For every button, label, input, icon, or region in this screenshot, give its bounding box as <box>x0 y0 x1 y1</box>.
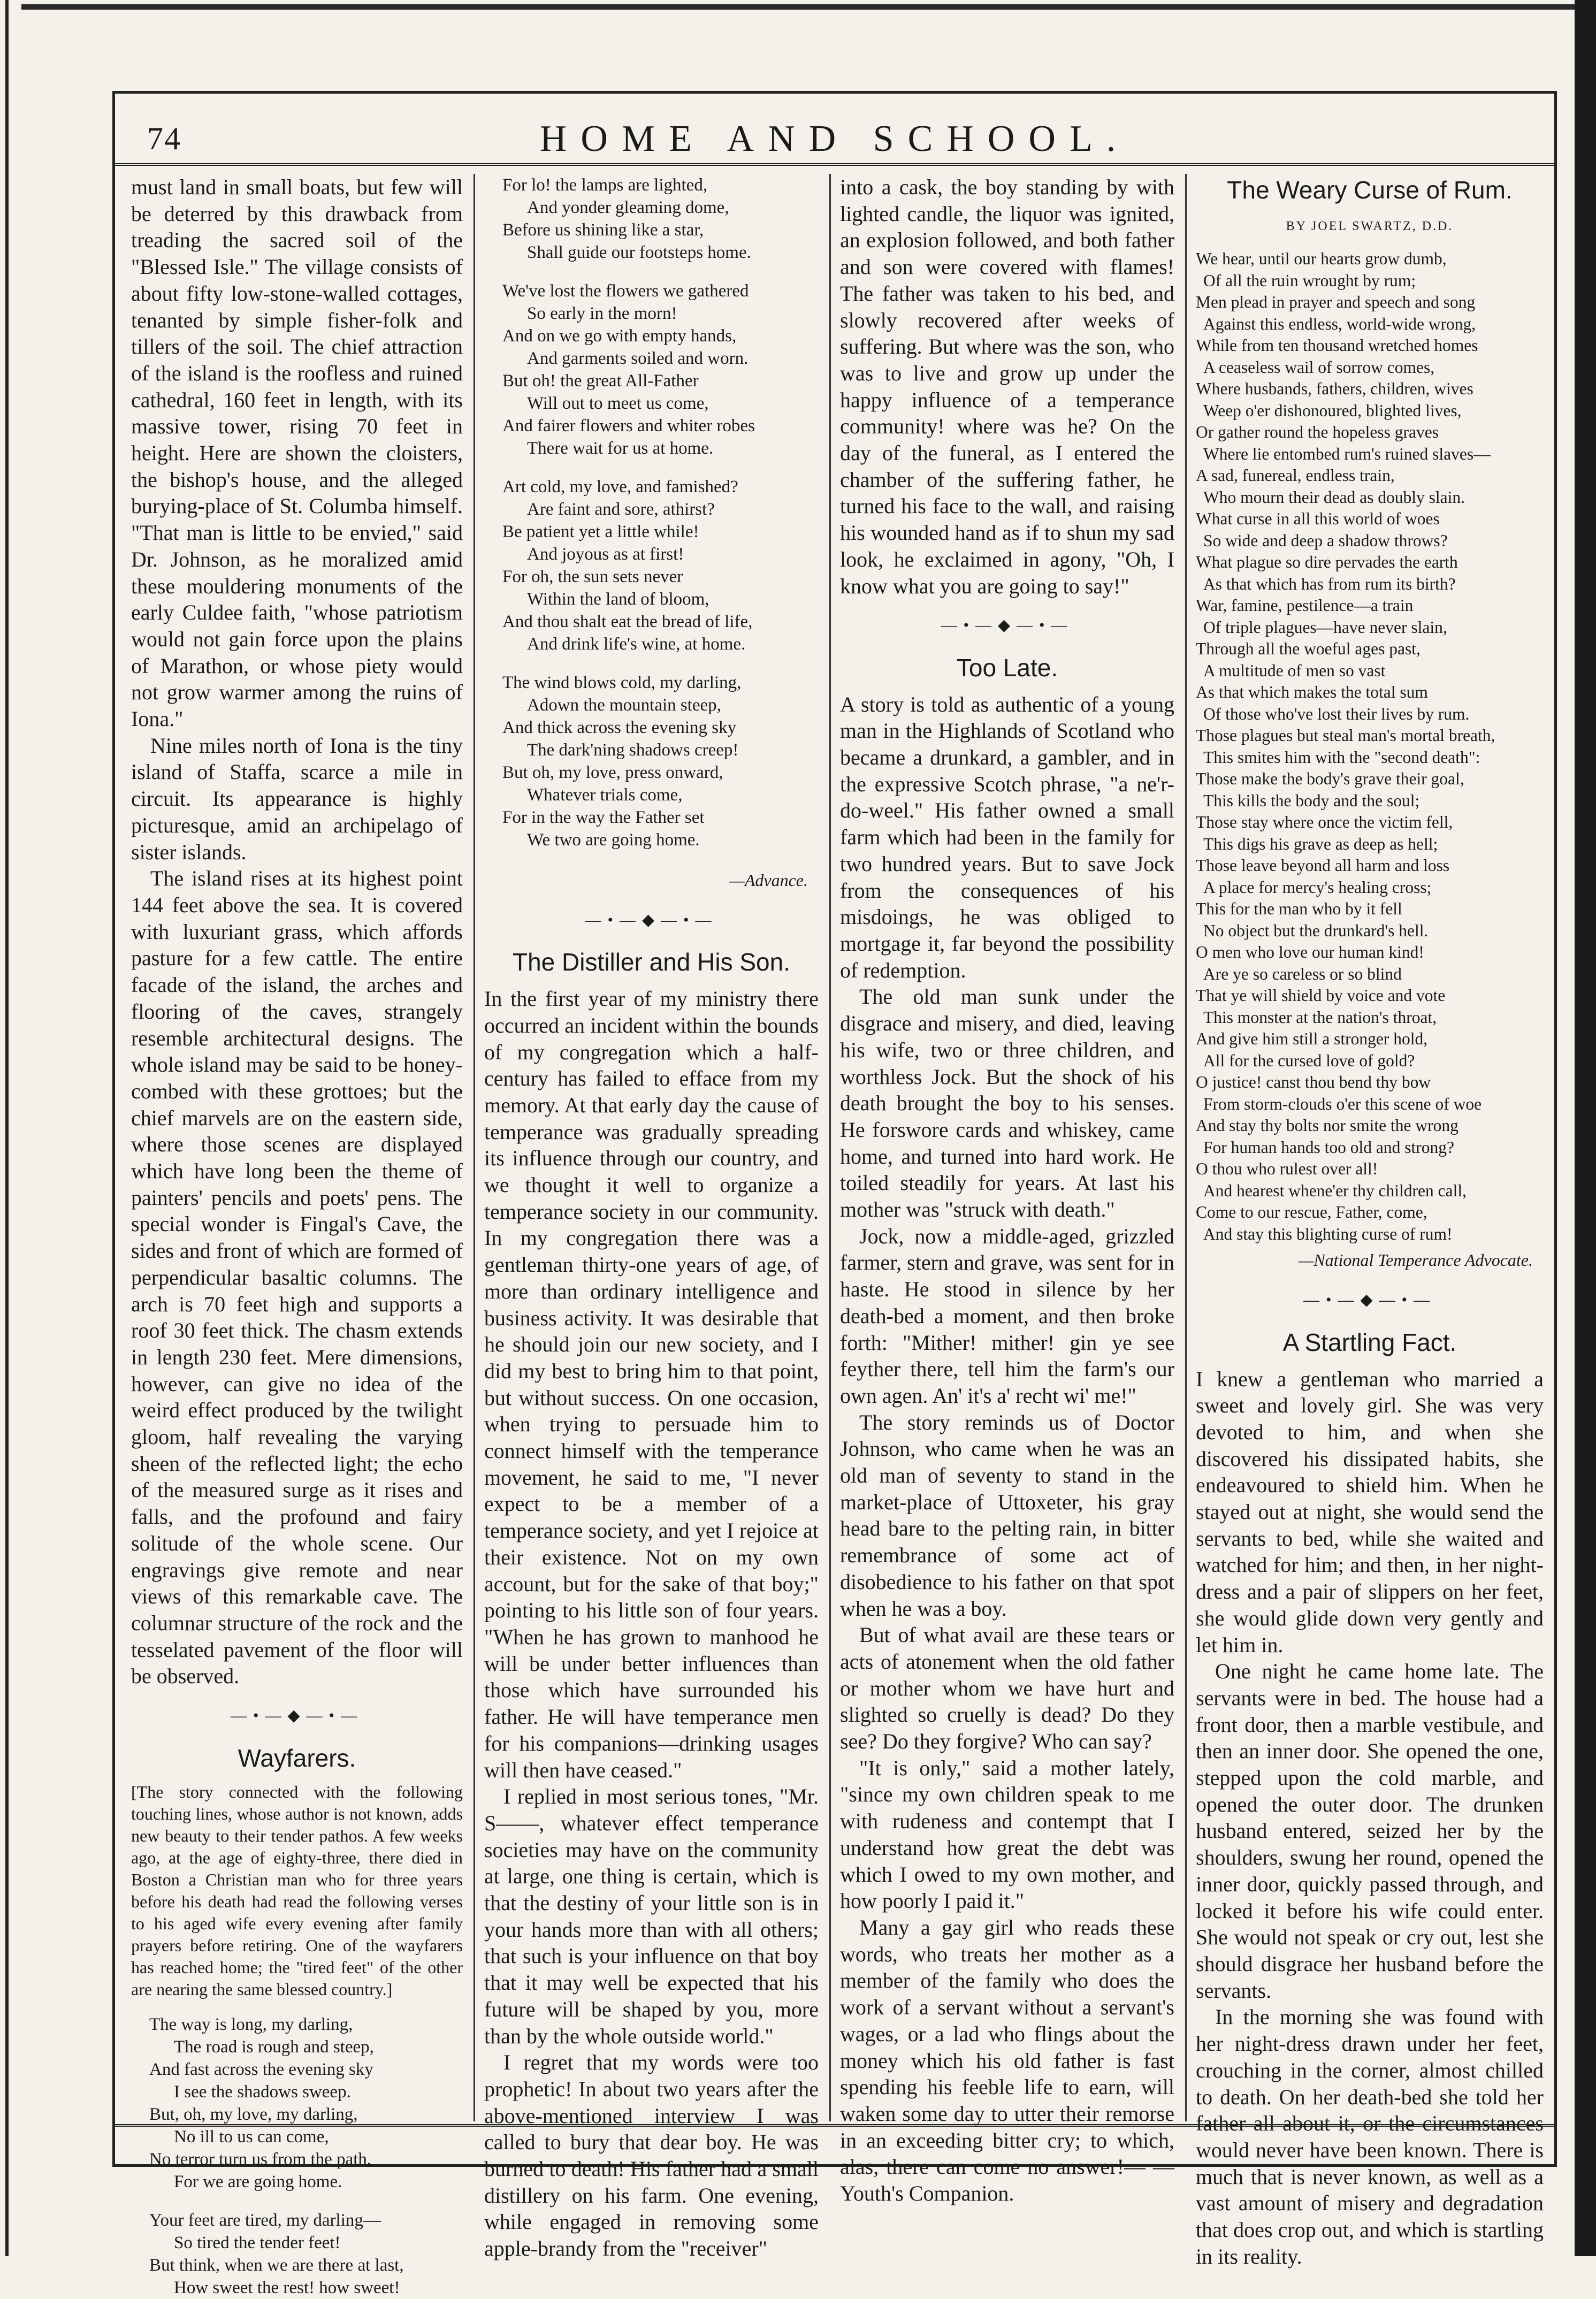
paragraph: I replied in most serious tones, "Mr. S——, whatever effect temperance societies may have on the community at large, one thing is certain, which is that the destiny of your little son is in your hands more than with all others; that such is your influence on that boy that it may well be expected that his future will be shaped by you, more than by the whole outside world." <box>484 1784 819 2048</box>
poem-stanza <box>484 476 819 655</box>
poem-line: War, famine, pestilence—a train <box>1196 596 1414 615</box>
poem-line: That ye will shield by voice and vote <box>1196 986 1446 1005</box>
poem-line: And on we go with empty hands, <box>502 326 737 346</box>
poem-line: And thick across the evening sky <box>502 718 737 737</box>
section-ornament: —•—◆—•— <box>230 1707 364 1725</box>
poem-line: For oh, the sun sets never <box>502 567 683 586</box>
poem-line: Art cold, my love, and famished? <box>502 477 738 497</box>
poem-stanza <box>131 2013 463 2193</box>
running-title: HOME AND SCHOOL. <box>539 118 1130 159</box>
paragraph: The old man sunk under the disgrace and misery, and died, leaving his wife, two or three children, and worthless Jock. But the shock of his death brought the boy to his senses. He forswore cards and whiskey, came home, and turned into hard work. He toiled steadily for years. At last his mother was "struck with death." <box>840 984 1174 1222</box>
poem-line: This kills the body and the soul; <box>1203 791 1420 810</box>
poem-line: The wind blows cold, my darling, <box>502 673 742 692</box>
poem-line: Those make the body's grave their goal, <box>1196 769 1464 789</box>
poem-line: The dark'ning shadows creep! <box>527 740 739 760</box>
poem-line: I see the shadows sweep. <box>174 2082 351 2102</box>
poem-line: Adown the mountain steep, <box>527 696 721 715</box>
paragraph: Jock, now a middle-aged, grizzled farmer, stern and grave, was sent for in haste. He stood in silence by her death-bed a moment, and then broke forth: "Mither! mither! gin ye see feyther there, tell him the farm's our own agen. An' it's a' recht wi' me!" <box>840 1224 1174 1408</box>
poem-attribution: —Advance. <box>729 870 808 890</box>
article-title-too-late: Too Late. <box>956 653 1058 682</box>
poem-line: We hear, until our hearts grow dumb, <box>1196 249 1447 269</box>
poem-line: Men plead in prayer and speech and song <box>1196 293 1476 312</box>
poem-line: A ceaseless wail of sorrow comes, <box>1203 357 1435 377</box>
poem-line: For lo! the lamps are lighted, <box>502 175 708 195</box>
poem-line: Where lie entombed rum's ruined slaves— <box>1203 444 1491 463</box>
poem-line: But, oh, my love, my darling, <box>149 2105 358 2125</box>
poem-line: Where husbands, fathers, children, wives <box>1196 379 1473 399</box>
poem-line: All for the cursed love of gold? <box>1203 1051 1415 1070</box>
column-rule <box>829 174 831 2121</box>
paragraph: But of what avail are these tears or acts of atonement when the old father or mother whom we have hurt and slighted so cruelly is dead? Do they see? Do they forgive? Who can say? <box>840 1623 1174 1754</box>
poem-line: And fairer flowers and whiter robes <box>502 416 755 436</box>
column-2 <box>484 174 819 2261</box>
scan-edge-left <box>5 0 9 2256</box>
poem-stanza <box>484 280 819 460</box>
paragraph: In the first year of my ministry there occurred an incident within the bounds of my congregation which a half-century has failed to efface from my memory. At that early day the cause of temperance was gradually spreading its influence through our country, and we thought it well to organize a temperance society in our community. In my congregation there was a gentleman thirty-one years of age, of more than ordinary intelligence and business activity. It was desirable that he should join our new society, and I did my best to bring him to that point, but without success. On one occasion, when trying to persuade him to connect himself with the temperance movement, he said to me, "I never expect to be a member of a temperance society, and yet I rejoice at their existence. Not on my own account, but for the sake of that boy;" pointing to his little son of four years. "When he has grown to manhood he will be under better influences than those which have surrounded his father. He will have temperance men for his companions—drinking usages will then have ceased." <box>484 987 819 1782</box>
poem-line: Those leave beyond all harm and loss <box>1196 856 1450 875</box>
poem-line: And yonder gleaming dome, <box>527 198 729 217</box>
poem-line: Or gather round the hopeless graves <box>1196 423 1439 442</box>
poem-line: A multitude of men so vast <box>1203 661 1386 680</box>
poem-line: How sweet the rest! how sweet! <box>174 2278 400 2298</box>
poem-line: So early in the morn! <box>527 304 677 323</box>
poem-line: The road is rough and steep, <box>174 2037 374 2057</box>
poem-line: And garments soiled and worn. <box>527 349 749 368</box>
paragraph: One night he came home late. The servants were in bed. The house had a front door, then a marble vestibule, and then an inner door. She opened the one, stepped upon the cold marble, and opened the outer door. The drunken husband entered, seized her by the shoulders, swung her round, opened the inner door, quickly passed through, and locked it before his wife could enter. She would not speak or cry out, lest she should disgrace her husband before the servants. <box>1196 1659 1544 2003</box>
poem-line: But oh, my love, press onward, <box>502 763 723 782</box>
byline: BY JOEL SWARTZ, D.D. <box>1286 219 1454 233</box>
article-title-wayfarers: Wayfarers. <box>238 1744 356 1772</box>
newspaper-page <box>112 91 1557 2298</box>
page-header <box>115 94 1554 166</box>
column-4 <box>1196 174 1544 2269</box>
poem-line: From storm-clouds o'er this scene of woe <box>1203 1094 1482 1113</box>
paragraph: The island rises at its highest point 144 feet above the sea. It is covered with luxuriant grass, which affords pasture for a few cattle. The entire facade of the island, the arches and flooring of the caves, strangely resemble architectural designs. The whole island may be said to be honey-combed with these grottoes; but the chief marvels are on the eastern side, where those scenes are displayed which have long been the theme of painters' pencils and poets' pens. The special wonder is Fingal's Cave, the sides and front of which are formed of perpendicular basaltic columns. The arch is 70 feet high and supports a roof 30 feet thick. The chasm extends in length 230 feet. Mere dimensions, however, can give no idea of the weird effect produced by the twilight gloom, half revealing the varying sheen of the reflected light; the echo of the measured surge as it rises and falls, and the profound and fairy solitude of the whole scene. Our engravings give remote and near views of this remarkable cave. The columnar structure of the rock and the tesselated pavement of the floor will be observed. <box>131 866 463 1689</box>
poem-line: We two are going home. <box>527 830 700 850</box>
paragraph: must land in small boats, but few will be deterred by this drawback from treading the sacred soil of the "Blessed Isle." The village consists of about fifty low-stone-walled cottages, tenanted by simple fisher-folk and tillers of the soil. The chief attraction of the island is the roofless and ruined cathedral, 160 feet in length, with its massive tower, rising 70 feet in height. Here are shown the cloisters, the bishop's house, and the alleged burying-place of St. Columba himself. "That man is little to be envied," said Dr. Johnson, as he moralized amid these mouldering monuments of the early Culdee faith, "whose patriotism would not gain force upon the plains of Marathon, or whose piety would not grow warmer among the ruins of Iona." <box>131 175 463 731</box>
poem-line: A place for mercy's healing cross; <box>1203 877 1432 897</box>
poem-line: For we are going home. <box>174 2172 342 2192</box>
poem-line: Who mourn their dead as doubly slain. <box>1203 487 1465 507</box>
poem-line: Be patient yet a little while! <box>502 522 699 541</box>
poem-line: Are faint and sore, athirst? <box>527 500 715 519</box>
paragraph: I knew a gentleman who married a sweet and lovely girl. She was very devoted to him, and when she discovered his dissipated habits, she endeavoured to shield him. When he stayed out at night, she would send the servants to bed, while she waited and watched for him; and then, in her night-dress and a pair of slippers on her feet, she would glide down very gently and let him in. <box>1196 1366 1544 1657</box>
column-rule <box>474 174 475 2121</box>
paragraph: into a cask, the boy standing by with lighted candle, the liquor was ignited, an explosion followed, and both father and son were covered with flames! The father was taken to his bed, and slowly recovered after weeks of suffering. But where was the son, who was to live and grow up under the happy influence of a temperance community! where was he? On the day of the funeral, as I entered the chamber of the suffering father, he turned his face to the wall, and raising his wounded hand as if to shun my sad look, he exclaimed in agony, "Oh, I know what you are going to say!" <box>840 175 1174 598</box>
weary-curse-poem <box>1196 248 1544 1245</box>
paragraph: "It is only," said a mother lately, "since my own children speak to me with rudeness and contempt that I understand how great the debt was which I owed to my own mother, and how poorly I paid it." <box>840 1755 1174 1913</box>
poem-stanza <box>484 174 819 264</box>
poem-line: Are ye so careless or so blind <box>1203 964 1402 983</box>
poem-line: No ill to us can come, <box>174 2127 329 2147</box>
paragraph: In the morning she was found with her night-dress drawn under her feet, crouching in the corner, almost chilled to death. On her death-bed she told her father all about it, or the circumstances would never have been known. There is much that is never known, as well as a vast amount of misery and degradation that does crop out, and which is startling in its reality. <box>1196 2005 1544 2269</box>
poem-line: A sad, funereal, endless train, <box>1196 466 1395 485</box>
poem-line: What curse in all this world of woes <box>1196 509 1440 529</box>
poem-line: Of those who've lost their lives by rum. <box>1203 704 1470 723</box>
scan-edge-right <box>1575 0 1596 2256</box>
poem-line: Will out to meet us come, <box>527 394 709 413</box>
poem-line: Before us shining like a star, <box>502 220 704 240</box>
poem-line: The way is long, my darling, <box>149 2015 353 2035</box>
poem-line: No terror turn us from the path, <box>149 2150 372 2170</box>
paragraph: Nine miles north of Iona is the tiny island of Staffa, scarce a mile in circuit. Its appearance is highly picturesque, amid an archipelago of sister islands. <box>131 733 463 864</box>
poem-line: This for the man who by it fell <box>1196 899 1402 919</box>
paragraph: The story reminds us of Doctor Johnson, who came when he was an old man of seventy to stand in the market-place of Uttoxeter, his gray head bare to the pelting rain, in bitter remembrance of some act of disobedience to his father on that spot when he was a boy. <box>840 1410 1174 1621</box>
poem-line: So wide and deep a shadow throws? <box>1203 531 1448 550</box>
poem-line: Your feet are tired, my darling— <box>149 2211 381 2231</box>
poem-line: And joyous as at first! <box>527 545 684 564</box>
columns <box>131 174 1544 2298</box>
poem-line: For in the way the Father set <box>502 808 705 827</box>
poem-line: And fast across the evening sky <box>149 2060 373 2080</box>
poem-line: Whatever trials come, <box>527 785 683 805</box>
wayfarers-intro-note: [The story connected with the following touching lines, whose author is not known, adds new beauty to their tender pathos. A few weeks ago, at the age of eighty-three, there died in Boston a Christian man who for three years before his death had read the following verses to his aged wife every evening after family prayers before retiring. One of the wayfarers has reached home; the "tired feet" of the other are nearing the same blessed country.] <box>131 1782 463 1999</box>
poem-line: This digs his grave as deep as hell; <box>1203 834 1438 853</box>
poem-line: Of all the ruin wrought by rum; <box>1203 271 1416 290</box>
poem-line: No object but the drunkard's hell. <box>1203 921 1429 940</box>
poem-line: So tired the tender feet! <box>174 2233 341 2253</box>
poem-line: But think, when we are there at last, <box>149 2256 404 2275</box>
paragraph: A story is told as authentic of a young man in the Highlands of Scotland who became a drunkard, a gambler, and in the expressive Scotch phrase, "a ne'r-do-weel." His father owned a small farm which had been in the family for two hundred years. But to save Jock from the consequences of his misdoings, he was obliged to mortgage it, far beyond the possibility of redemption. <box>840 692 1174 982</box>
poem-line: We've lost the flowers we gathered <box>502 281 749 301</box>
poem-line: O thou who rulest over all! <box>1196 1159 1378 1179</box>
paragraph: Many a gay girl who reads these words, who treats her mother as a member of the family who does the work of a servant without a servant's wages, or a lad who flings about the money which his old father is fast spending his feeble life to earn, will waken some day to utter their remorse in an exceeding bitter cry; to which, alas, there can come no answer!— —Youth's Companion. <box>840 1915 1174 2206</box>
poem-attribution: —National Temperance Advocate. <box>1298 1250 1533 1270</box>
article-title-distiller: The Distiller and His Son. <box>513 948 790 976</box>
poem-line: This monster at the nation's throat, <box>1203 1007 1437 1027</box>
poem-line: While from ten thousand wretched homes <box>1196 336 1478 355</box>
poem-line: What plague so dire pervades the earth <box>1196 553 1458 572</box>
poem-line: As that which has from rum its birth? <box>1203 574 1456 593</box>
poem-line: Within the land of bloom, <box>527 590 709 609</box>
page-footer-rule <box>115 2124 1554 2164</box>
poem-line: And stay thy bolts nor smite the wrong <box>1196 1116 1458 1135</box>
column-1 <box>131 174 463 2298</box>
poem-stanza <box>484 671 819 851</box>
poem-line: And drink life's wine, at home. <box>527 635 746 654</box>
section-ornament: —•—◆—•— <box>941 616 1074 635</box>
poem-line: And stay this blighting curse of rum! <box>1203 1224 1453 1243</box>
poem-line: Of triple plagues—have never slain, <box>1203 617 1447 637</box>
poem-line: But oh! the great All-Father <box>502 371 699 391</box>
column-3 <box>840 174 1174 2206</box>
poem-line: For human hands too old and strong? <box>1203 1137 1454 1157</box>
poem-line: Come to our rescue, Father, come, <box>1196 1203 1427 1222</box>
article-title-startling-fact: A Startling Fact. <box>1282 1328 1457 1356</box>
poem-line: Those stay where once the victim fell, <box>1196 813 1453 832</box>
poem-stanza <box>131 2209 463 2299</box>
wayfarers-poem-continued <box>484 174 819 851</box>
poem-line: Weep o'er dishonoured, blighted lives, <box>1203 401 1462 420</box>
article-title-weary-curse: The Weary Curse of Rum. <box>1227 176 1513 204</box>
poem-line: And thou shalt eat the bread of life, <box>502 612 753 631</box>
poem-line: This smites him with the "second death": <box>1203 747 1480 767</box>
poem-line: As that which makes the total sum <box>1196 683 1428 702</box>
poem-line: And give him still a stronger hold, <box>1196 1029 1428 1049</box>
column-rule <box>1185 174 1187 2121</box>
paragraph: I regret that my words were too prophetic! In about two years after the above-mentioned interview I was called to bury that dear boy. He was burned to death! His father had a small distillery on his farm. One evening, while engaged in removing some apple-brandy from the "receiver" <box>484 2050 819 2261</box>
page-number: 74 <box>147 121 181 156</box>
poem-line: O justice! canst thou bend thy bow <box>1196 1073 1431 1092</box>
poem-line: Through all the woeful ages past, <box>1196 639 1421 659</box>
section-ornament: —•—◆—•— <box>1303 1291 1437 1309</box>
top-rule <box>21 4 1575 10</box>
poem-line: There wait for us at home. <box>527 439 714 458</box>
poem-line: Those plagues but steal man's mortal breath, <box>1196 726 1495 745</box>
poem-line: Shall guide our footsteps home. <box>527 243 751 262</box>
poem-line: Against this endless, world-wide wrong, <box>1203 314 1476 333</box>
section-ornament: —•—◆—•— <box>585 911 718 929</box>
poem-line: And hearest whene'er thy children call, <box>1203 1181 1467 1200</box>
poem-line: O men who love our human kind! <box>1196 943 1424 962</box>
